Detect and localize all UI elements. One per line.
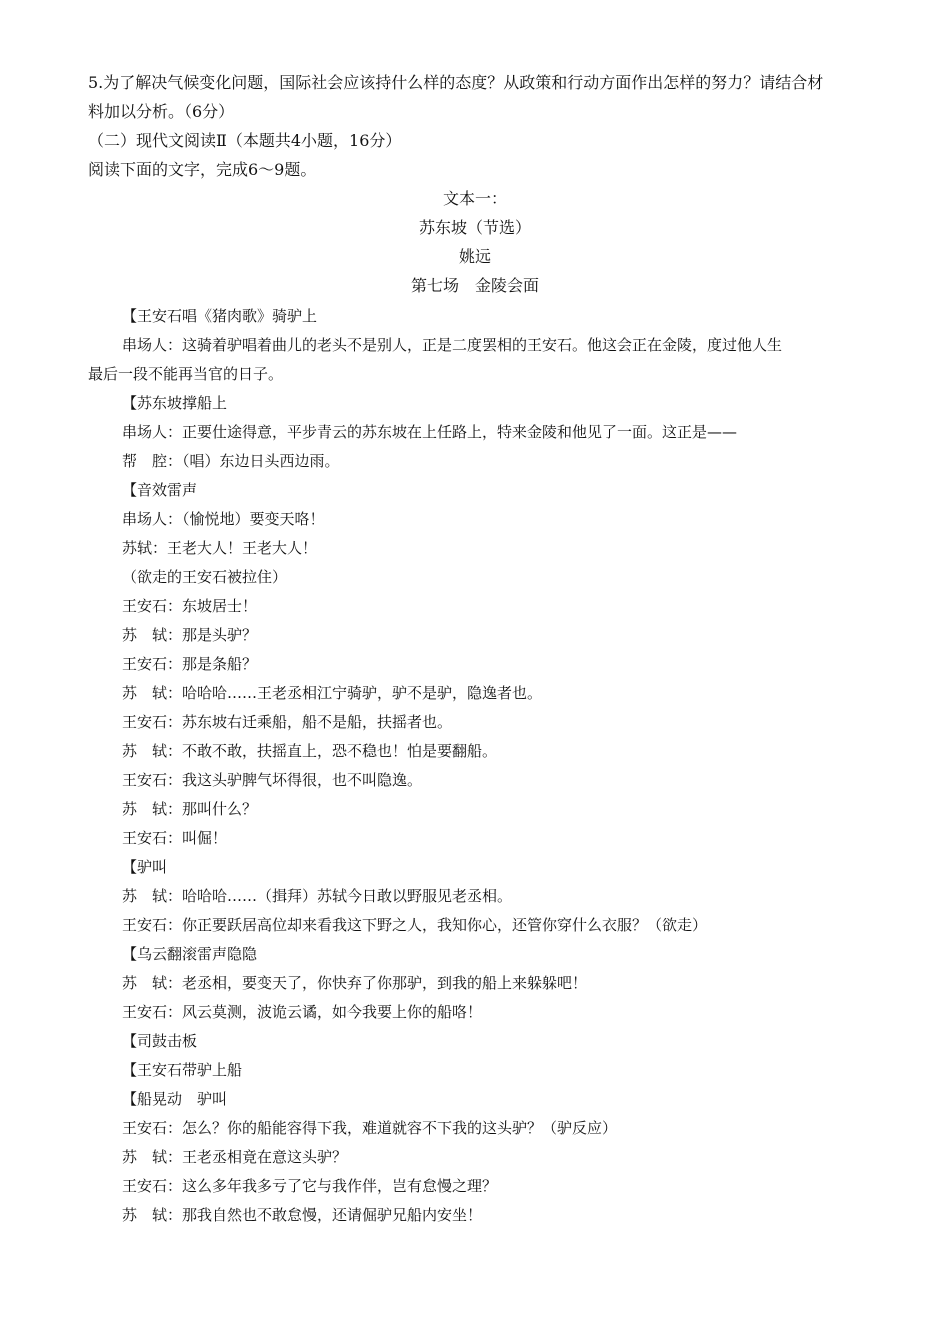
dialogue-line: 苏 轼：那叫什么？ <box>122 800 258 818</box>
dialogue-line: 王安石：怎么？你的船能容得下我，难道就容不下我的这头驴？（驴反应） <box>122 1119 618 1137</box>
dialogue-line-continuation: 最后一段不能再当官的日子。 <box>88 365 284 383</box>
dialogue-line: 帮 腔：（唱）东边日头西边雨。 <box>122 452 340 470</box>
dialogue-line: 苏 轼：老丞相，要变天了，你快弃了你那驴，到我的船上来躲躲吧！ <box>122 974 588 992</box>
dialogue-line: 苏 轼：哈哈哈……王老丞相江宁骑驴，驴不是驴，隐逸者也。 <box>122 684 543 702</box>
dialogue-line: 苏 轼：哈哈哈……（揖拜）苏轼今日敢以野服见老丞相。 <box>122 887 513 905</box>
dialogue-line: 苏轼：王老大人！王老大人！ <box>122 539 318 557</box>
stage-direction: 【乌云翻滚雷声隐隐 <box>122 945 258 963</box>
scene-heading: 第七场 金陵会面 <box>410 276 539 295</box>
stage-direction: 【王安石唱《猪肉歌》骑驴上 <box>122 307 318 325</box>
stage-direction: 【船晃动 驴叫 <box>122 1090 228 1108</box>
reading-instruction: 阅读下面的文字，完成6～9题。 <box>88 160 317 179</box>
dialogue-line: 串场人：这骑着驴唱着曲儿的老头不是别人，正是二度罢相的王安石。他这会正在金陵，度过他人生 <box>122 336 783 354</box>
dialogue-line: 苏 轼：不敢不敢，扶摇直上，恐不稳也！怕是要翻船。 <box>122 742 498 760</box>
dialogue-line: 王安石：你正要跃居高位却来看我这下野之人，我知你心，还管你穿什么衣服？（欲走） <box>122 916 708 934</box>
dialogue-line: 王安石：苏东坡右迁乘船，船不是船，扶摇者也。 <box>122 713 453 731</box>
question-5-line-1: 5.为了解决气候变化问题，国际社会应该持什么样的态度？从政策和行动方面作出怎样的努力？请结合材 <box>88 73 824 92</box>
dialogue-line: 王安石：叫倔！ <box>122 829 228 847</box>
text-one-author: 姚远 <box>458 247 491 266</box>
question-5-line-2: 料加以分析。（6分） <box>88 102 235 121</box>
text-one-label: 文本一： <box>442 189 507 208</box>
dialogue-line: 苏 轼：王老丞相竟在意这头驴？ <box>122 1148 348 1166</box>
stage-direction: 【音效雷声 <box>122 481 198 499</box>
dialogue-line: 王安石：风云莫测，波诡云谲，如今我要上你的船咯！ <box>122 1003 483 1021</box>
dialogue-line: 王安石：东坡居士！ <box>122 597 258 615</box>
dialogue-line: 串场人：（愉悦地）要变天咯！ <box>122 510 325 528</box>
dialogue-line: 串场人：正要仕途得意，平步青云的苏东坡在上任路上，特来金陵和他见了一面。这正是—— <box>122 423 738 441</box>
section-heading: （二）现代文阅读Ⅱ（本题共4小题，16分） <box>88 131 402 150</box>
stage-direction: 【驴叫 <box>122 858 168 876</box>
stage-direction: （欲走的王安石被拉住） <box>122 568 288 586</box>
dialogue-line: 王安石：那是条船？ <box>122 655 258 673</box>
stage-direction: 【王安石带驴上船 <box>122 1061 243 1079</box>
stage-direction: 【司鼓击板 <box>122 1032 198 1050</box>
dialogue-line: 苏 轼：那是头驴？ <box>122 626 258 644</box>
text-one-title: 苏东坡（节选） <box>418 218 531 237</box>
dialogue-line: 王安石：这么多年我多亏了它与我作伴，岂有怠慢之理？ <box>122 1177 498 1195</box>
stage-direction: 【苏东坡撑船上 <box>122 394 228 412</box>
dialogue-line: 王安石：我这头驴脾气坏得很，也不叫隐逸。 <box>122 771 423 789</box>
dialogue-line: 苏 轼：那我自然也不敢怠慢，还请倔驴兄船内安坐！ <box>122 1206 483 1224</box>
